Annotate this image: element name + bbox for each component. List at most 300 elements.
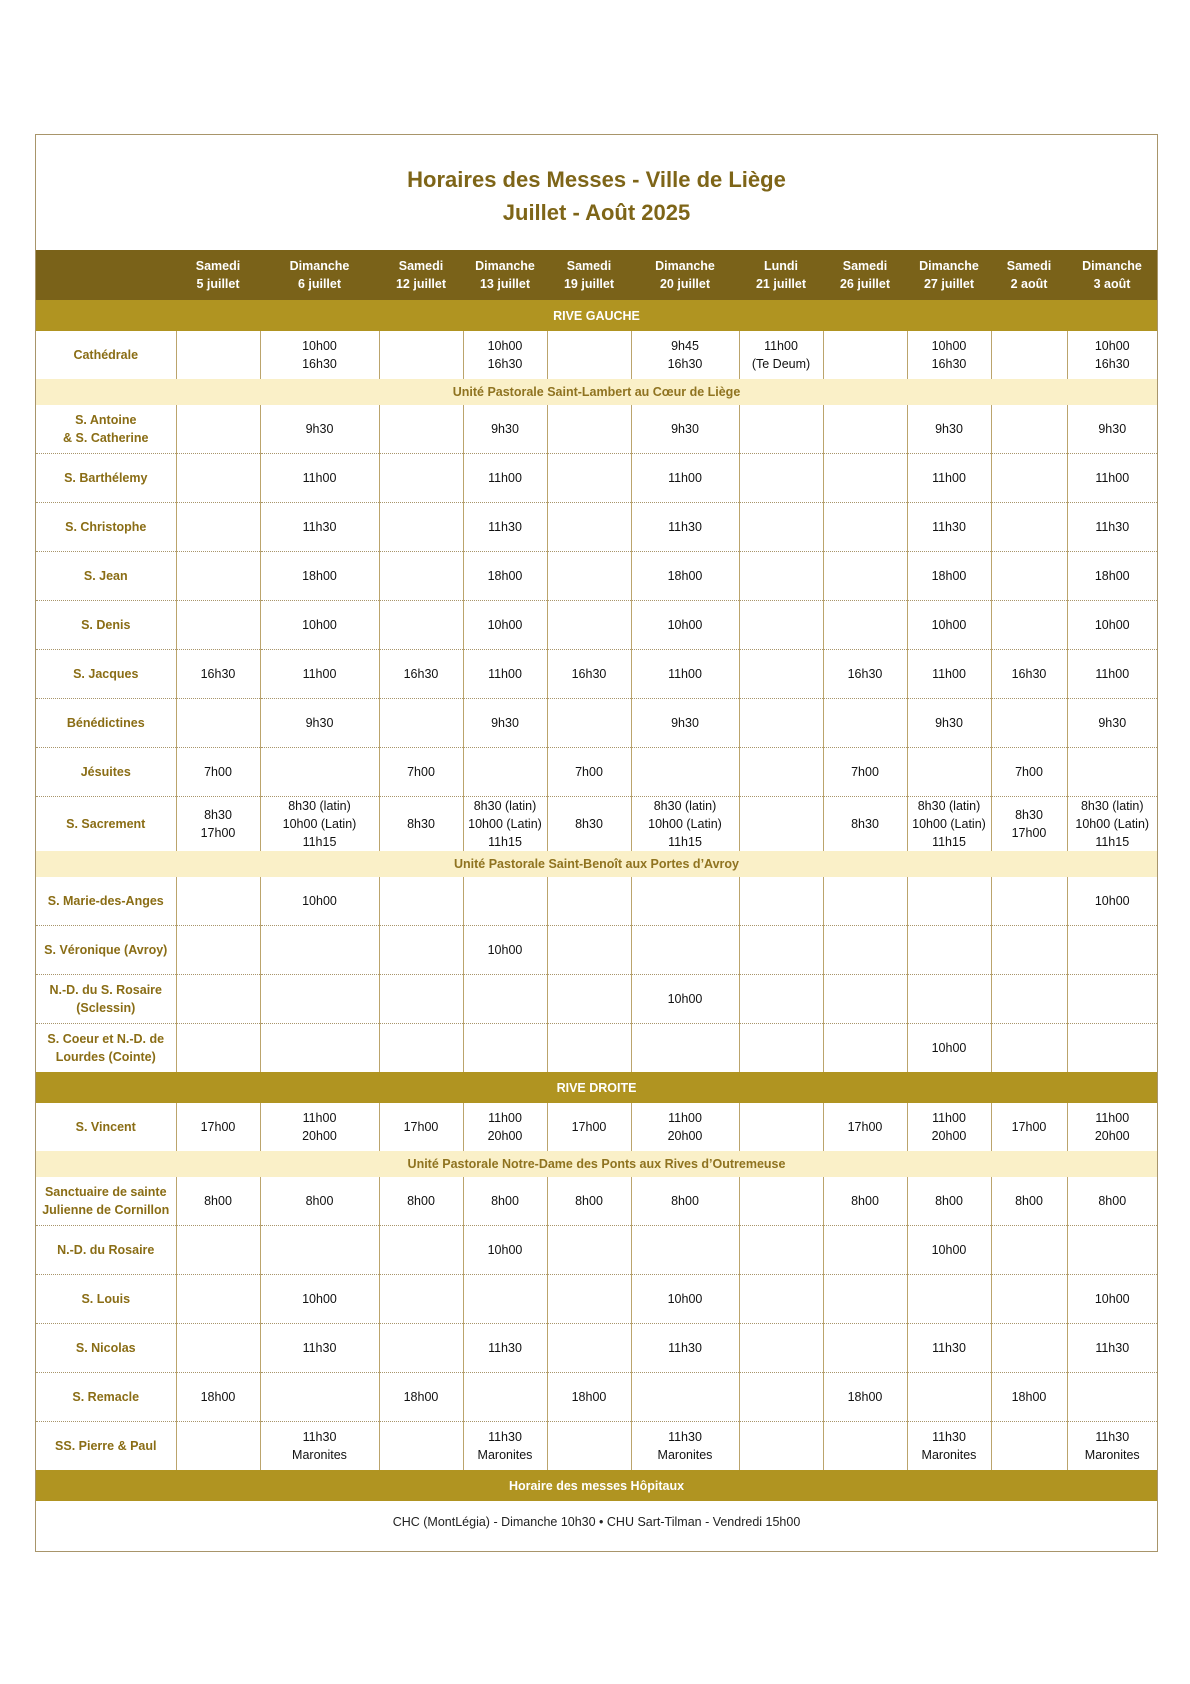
mass-time-cell <box>823 601 907 650</box>
mass-time-cell <box>823 877 907 926</box>
mass-time-cell: 11h30 Maronites <box>463 1422 547 1471</box>
mass-time-cell: 8h00 <box>379 1177 463 1226</box>
mass-time-cell <box>260 975 379 1024</box>
table-row <box>36 454 1157 503</box>
day-header: Samedi 19 juillet <box>547 250 631 300</box>
mass-time-cell <box>176 877 260 926</box>
mass-schedule-table <box>36 250 1157 1543</box>
mass-time-cell: 9h30 <box>260 405 379 454</box>
mass-time-cell <box>379 975 463 1024</box>
unit-row <box>36 851 1157 877</box>
mass-time-cell <box>176 926 260 975</box>
mass-time-cell <box>991 877 1067 926</box>
section-label: RIVE DROITE <box>36 1072 1157 1103</box>
mass-time-cell: 16h30 <box>547 650 631 699</box>
mass-time-cell: 10h00 16h30 <box>260 331 379 379</box>
mass-time-cell <box>823 552 907 601</box>
mass-time-cell: 18h00 <box>379 1373 463 1422</box>
mass-time-cell: 9h30 <box>463 405 547 454</box>
mass-time-cell: 7h00 <box>991 748 1067 797</box>
mass-time-cell <box>631 926 739 975</box>
church-name: Bénédictines <box>36 699 176 748</box>
mass-time-cell: 10h00 <box>260 601 379 650</box>
mass-time-cell <box>379 1422 463 1471</box>
mass-time-cell <box>823 1024 907 1073</box>
mass-time-cell <box>176 699 260 748</box>
church-name: S. Louis <box>36 1275 176 1324</box>
mass-time-cell <box>739 650 823 699</box>
mass-time-cell <box>176 331 260 379</box>
mass-time-cell <box>547 552 631 601</box>
mass-time-cell <box>991 405 1067 454</box>
mass-time-cell <box>907 1275 991 1324</box>
mass-time-cell <box>463 1275 547 1324</box>
day-header: Lundi 21 juillet <box>739 250 823 300</box>
mass-time-cell: 11h00 <box>260 650 379 699</box>
day-header: Dimanche 6 juillet <box>260 250 379 300</box>
mass-time-cell: 10h00 <box>907 1024 991 1073</box>
page-title <box>36 163 1157 229</box>
mass-time-cell <box>823 1275 907 1324</box>
mass-time-cell <box>823 503 907 552</box>
church-name: S. Denis <box>36 601 176 650</box>
mass-time-cell <box>739 1177 823 1226</box>
mass-time-cell: 11h30 <box>907 1324 991 1373</box>
title-line-1: Horaires des Messes - Ville de Liège <box>407 167 786 192</box>
church-name: S. Véronique (Avroy) <box>36 926 176 975</box>
mass-time-cell <box>823 926 907 975</box>
mass-time-cell: 18h00 <box>823 1373 907 1422</box>
mass-time-cell: 10h00 <box>463 601 547 650</box>
day-header: Dimanche 3 août <box>1067 250 1157 300</box>
table-row <box>36 503 1157 552</box>
table-row <box>36 552 1157 601</box>
mass-time-cell <box>823 699 907 748</box>
mass-time-cell <box>379 1324 463 1373</box>
table-row <box>36 748 1157 797</box>
mass-time-cell: 10h00 <box>1067 601 1157 650</box>
mass-time-cell <box>907 748 991 797</box>
mass-time-cell <box>823 1422 907 1471</box>
table-row <box>36 975 1157 1024</box>
mass-time-cell: 18h00 <box>1067 552 1157 601</box>
mass-time-cell <box>547 1422 631 1471</box>
mass-time-cell <box>1067 975 1157 1024</box>
mass-time-cell: 17h00 <box>991 1103 1067 1151</box>
mass-time-cell <box>991 601 1067 650</box>
mass-time-cell <box>260 748 379 797</box>
mass-time-cell <box>907 1373 991 1422</box>
schedule-frame <box>35 134 1158 1552</box>
mass-time-cell <box>631 1373 739 1422</box>
church-name: Cathédrale <box>73 348 139 362</box>
mass-time-cell <box>739 926 823 975</box>
mass-time-cell <box>991 1324 1067 1373</box>
mass-time-cell <box>907 926 991 975</box>
table-row <box>36 1103 1157 1151</box>
church-name: S. Christophe <box>36 503 176 552</box>
mass-time-cell <box>176 1226 260 1275</box>
mass-time-cell <box>907 877 991 926</box>
mass-time-cell: 10h00 16h30 <box>907 331 991 379</box>
table-row <box>36 1024 1157 1073</box>
mass-time-cell: 11h00 <box>1067 650 1157 699</box>
mass-time-cell <box>176 975 260 1024</box>
mass-time-cell <box>547 1275 631 1324</box>
mass-time-cell: 11h00 <box>631 454 739 503</box>
footer-row <box>36 1501 1157 1543</box>
mass-time-cell: 7h00 <box>379 748 463 797</box>
mass-time-cell <box>823 454 907 503</box>
mass-time-cell: 17h00 <box>823 1103 907 1151</box>
mass-time-cell <box>739 1103 823 1151</box>
mass-time-cell <box>379 877 463 926</box>
mass-time-cell: 18h00 <box>907 552 991 601</box>
mass-time-cell <box>991 1275 1067 1324</box>
mass-time-cell: 10h00 <box>463 926 547 975</box>
mass-time-cell: 11h00 <box>260 454 379 503</box>
table-row <box>36 699 1157 748</box>
mass-time-cell <box>739 552 823 601</box>
mass-time-cell: 11h00 <box>907 650 991 699</box>
mass-time-cell: 18h00 <box>176 1373 260 1422</box>
mass-time-cell <box>631 1226 739 1275</box>
mass-time-cell <box>1067 926 1157 975</box>
mass-time-cell: 11h00 20h00 <box>260 1103 379 1151</box>
mass-time-cell <box>547 926 631 975</box>
church-name: SS. Pierre & Paul <box>36 1422 176 1471</box>
table-row <box>36 877 1157 926</box>
section-row <box>36 1072 1157 1103</box>
mass-time-cell <box>991 1226 1067 1275</box>
mass-time-cell <box>547 331 631 379</box>
mass-time-cell: 10h00 <box>631 601 739 650</box>
mass-time-cell: 11h00 <box>907 454 991 503</box>
mass-time-cell: 10h00 <box>260 877 379 926</box>
mass-time-cell <box>739 1422 823 1471</box>
mass-time-cell: 8h00 <box>991 1177 1067 1226</box>
mass-time-cell: 8h00 <box>260 1177 379 1226</box>
church-name: S. Coeur et N.-D. de Lourdes (Cointe) <box>36 1024 176 1073</box>
mass-time-cell <box>176 503 260 552</box>
mass-time-cell: 11h00 20h00 <box>1067 1103 1157 1151</box>
church-name: Sanctuaire de sainte Julienne de Cornillon <box>42 1185 170 1217</box>
mass-time-cell: 7h00 <box>176 748 260 797</box>
mass-time-cell <box>463 1024 547 1073</box>
mass-time-cell: 7h00 <box>823 748 907 797</box>
church-name: S. Antoine & S. Catherine <box>63 413 149 445</box>
mass-time-cell <box>991 454 1067 503</box>
mass-time-cell: 8h00 <box>823 1177 907 1226</box>
mass-time-cell <box>547 1024 631 1073</box>
mass-time-cell <box>991 1024 1067 1073</box>
day-header: Dimanche 13 juillet <box>463 250 547 300</box>
mass-time-cell: 10h00 <box>260 1275 379 1324</box>
table-row <box>36 1373 1157 1422</box>
church-name: S. Remacle <box>36 1373 176 1422</box>
mass-time-cell: 11h30 <box>463 1324 547 1373</box>
mass-time-cell: 11h00 20h00 <box>463 1103 547 1151</box>
mass-time-cell <box>176 601 260 650</box>
title-line-2: Juillet - Août 2025 <box>502 200 691 225</box>
table-row <box>36 1275 1157 1324</box>
mass-time-cell: 8h30 <box>379 797 463 852</box>
mass-time-cell: 18h00 <box>547 1373 631 1422</box>
mass-time-cell <box>547 503 631 552</box>
mass-time-cell: 9h30 <box>260 699 379 748</box>
mass-time-cell: 10h00 <box>631 975 739 1024</box>
mass-time-cell: 11h00 <box>463 650 547 699</box>
unit-row <box>36 1151 1157 1177</box>
church-name: S. Vincent <box>75 1120 136 1134</box>
day-header: Samedi 26 juillet <box>823 250 907 300</box>
unit-row <box>36 379 1157 405</box>
mass-time-cell: 8h30 (latin) 10h00 (Latin) 11h15 <box>260 797 379 852</box>
mass-time-cell <box>176 405 260 454</box>
mass-time-cell <box>176 1324 260 1373</box>
mass-time-cell: 11h30 <box>1067 1324 1157 1373</box>
mass-time-cell <box>547 1226 631 1275</box>
day-header: Dimanche 27 juillet <box>907 250 991 300</box>
mass-time-cell <box>739 877 823 926</box>
mass-time-cell: 11h30 <box>260 1324 379 1373</box>
mass-time-cell <box>463 877 547 926</box>
mass-time-cell <box>1067 1373 1157 1422</box>
mass-time-cell: 10h00 16h30 <box>1067 331 1157 379</box>
mass-time-cell: 10h00 <box>907 1226 991 1275</box>
mass-time-cell: 9h30 <box>907 699 991 748</box>
mass-time-cell <box>991 503 1067 552</box>
mass-time-cell: 11h30 <box>907 503 991 552</box>
church-name: S. Jean <box>36 552 176 601</box>
church-name: N.-D. du Rosaire <box>36 1226 176 1275</box>
mass-time-cell: 11h30 <box>631 1324 739 1373</box>
table-row <box>36 1177 1157 1226</box>
church-name: S. Nicolas <box>36 1324 176 1373</box>
mass-time-cell: 8h30 17h00 <box>176 797 260 852</box>
mass-time-cell: 10h00 <box>1067 877 1157 926</box>
mass-time-cell: 8h00 <box>463 1177 547 1226</box>
mass-time-cell <box>379 699 463 748</box>
mass-time-cell <box>379 1275 463 1324</box>
mass-time-cell: 18h00 <box>463 552 547 601</box>
mass-time-cell: 11h30 <box>631 503 739 552</box>
mass-time-cell: 11h30 <box>260 503 379 552</box>
mass-time-cell <box>991 926 1067 975</box>
mass-time-cell: 8h00 <box>631 1177 739 1226</box>
mass-time-cell: 10h00 <box>907 601 991 650</box>
mass-time-cell <box>823 405 907 454</box>
mass-time-cell: 11h30 Maronites <box>907 1422 991 1471</box>
mass-time-cell <box>631 1024 739 1073</box>
day-header: Dimanche 20 juillet <box>631 250 739 300</box>
mass-time-cell: 9h30 <box>907 405 991 454</box>
mass-time-cell: 11h30 Maronites <box>260 1422 379 1471</box>
mass-time-cell <box>1067 1024 1157 1073</box>
church-name: S. Sacrement <box>36 797 176 852</box>
section-label: Horaire des messes Hôpitaux <box>36 1470 1157 1501</box>
mass-time-cell: 8h30 <box>823 797 907 852</box>
section-label: RIVE GAUCHE <box>36 300 1157 331</box>
mass-time-cell: 17h00 <box>547 1103 631 1151</box>
mass-time-cell: 18h00 <box>631 552 739 601</box>
church-name: S. Barthélemy <box>36 454 176 503</box>
mass-time-cell <box>739 454 823 503</box>
unit-label: Unité Pastorale Saint-Lambert au Cœur de Liège <box>36 379 1157 405</box>
day-header: Samedi 12 juillet <box>379 250 463 300</box>
mass-time-cell <box>739 1024 823 1073</box>
mass-time-cell: 8h30 (latin) 10h00 (Latin) 11h15 <box>907 797 991 852</box>
mass-time-cell <box>379 454 463 503</box>
mass-time-cell <box>739 1324 823 1373</box>
section-row <box>36 300 1157 331</box>
mass-time-cell <box>631 877 739 926</box>
mass-time-cell: 18h00 <box>260 552 379 601</box>
day-header: Samedi 5 juillet <box>176 250 260 300</box>
mass-time-cell: 11h00 20h00 <box>631 1103 739 1151</box>
mass-time-cell: 8h30 (latin) 10h00 (Latin) 11h15 <box>1067 797 1157 852</box>
mass-time-cell <box>823 975 907 1024</box>
mass-time-cell <box>176 1422 260 1471</box>
mass-time-cell <box>379 552 463 601</box>
table-row <box>36 331 1157 379</box>
mass-time-cell <box>379 1226 463 1275</box>
mass-time-cell: 7h00 <box>547 748 631 797</box>
mass-time-cell <box>739 975 823 1024</box>
table-row <box>36 601 1157 650</box>
mass-time-cell: 10h00 16h30 <box>463 331 547 379</box>
mass-time-cell: 18h00 <box>991 1373 1067 1422</box>
mass-time-cell <box>176 552 260 601</box>
mass-time-cell <box>907 975 991 1024</box>
section-row <box>36 1470 1157 1501</box>
mass-time-cell: 10h00 <box>463 1226 547 1275</box>
mass-time-cell <box>823 331 907 379</box>
mass-time-cell <box>739 797 823 852</box>
mass-time-cell <box>379 926 463 975</box>
mass-time-cell <box>1067 748 1157 797</box>
mass-time-cell <box>991 1422 1067 1471</box>
mass-time-cell <box>631 748 739 797</box>
mass-time-cell: 10h00 <box>631 1275 739 1324</box>
day-header: Samedi 2 août <box>991 250 1067 300</box>
mass-time-cell <box>1067 1226 1157 1275</box>
mass-time-cell <box>260 1226 379 1275</box>
mass-time-cell: 9h30 <box>1067 405 1157 454</box>
mass-time-cell: 11h30 <box>463 503 547 552</box>
church-name: Jésuites <box>36 748 176 797</box>
mass-time-cell: 11h00 <box>463 454 547 503</box>
mass-time-cell <box>176 1024 260 1073</box>
mass-time-cell <box>991 699 1067 748</box>
mass-time-cell <box>547 454 631 503</box>
mass-time-cell <box>260 1024 379 1073</box>
mass-time-cell <box>739 699 823 748</box>
mass-time-cell: 11h30 <box>1067 503 1157 552</box>
unit-label: Unité Pastorale Saint-Benoît aux Portes d’Avroy <box>36 851 1157 877</box>
mass-time-cell <box>176 454 260 503</box>
mass-time-cell: 17h00 <box>176 1103 260 1151</box>
mass-time-cell: 9h30 <box>1067 699 1157 748</box>
mass-time-cell <box>991 331 1067 379</box>
mass-time-cell <box>823 1226 907 1275</box>
mass-time-cell <box>379 405 463 454</box>
mass-time-cell <box>260 1373 379 1422</box>
mass-time-cell <box>547 975 631 1024</box>
mass-time-cell <box>739 1275 823 1324</box>
mass-time-cell: 8h00 <box>907 1177 991 1226</box>
corner-cell <box>36 250 176 300</box>
mass-time-cell <box>739 503 823 552</box>
mass-time-cell <box>739 1373 823 1422</box>
mass-time-cell <box>379 503 463 552</box>
mass-time-cell <box>991 975 1067 1024</box>
mass-time-cell <box>547 877 631 926</box>
church-name: N.-D. du S. Rosaire (Sclessin) <box>36 975 176 1024</box>
mass-time-cell: 17h00 <box>379 1103 463 1151</box>
mass-time-cell <box>463 748 547 797</box>
mass-time-cell <box>739 748 823 797</box>
mass-time-cell <box>739 601 823 650</box>
hospital-times: CHC (MontLégia) - Dimanche 10h30 • CHU Sart-Tilman - Vendredi 15h00 <box>392 1515 801 1529</box>
table-row <box>36 1422 1157 1471</box>
table-row <box>36 650 1157 699</box>
unit-label: Unité Pastorale Notre-Dame des Ponts aux Rives d’Outremeuse <box>36 1151 1157 1177</box>
mass-time-cell: 11h00 (Te Deum) <box>739 331 823 379</box>
church-name: S. Marie-des-Anges <box>47 894 164 908</box>
mass-time-cell: 11h00 20h00 <box>907 1103 991 1151</box>
mass-time-cell: 9h30 <box>463 699 547 748</box>
mass-time-cell: 11h00 <box>631 650 739 699</box>
mass-time-cell <box>739 405 823 454</box>
mass-time-cell: 16h30 <box>823 650 907 699</box>
mass-time-cell <box>739 1226 823 1275</box>
mass-time-cell: 11h00 <box>1067 454 1157 503</box>
mass-time-cell: 9h30 <box>631 405 739 454</box>
mass-time-cell: 11h30 Maronites <box>631 1422 739 1471</box>
mass-time-cell: 8h00 <box>547 1177 631 1226</box>
mass-time-cell <box>379 1024 463 1073</box>
table-row <box>36 926 1157 975</box>
mass-time-cell <box>547 1324 631 1373</box>
mass-time-cell: 9h30 <box>631 699 739 748</box>
mass-time-cell <box>176 1275 260 1324</box>
mass-time-cell <box>379 601 463 650</box>
church-name: S. Jacques <box>36 650 176 699</box>
day-header-row <box>36 250 1157 300</box>
table-row <box>36 1226 1157 1275</box>
mass-time-cell: 16h30 <box>379 650 463 699</box>
mass-time-cell: 8h30 <box>547 797 631 852</box>
mass-time-cell: 11h30 Maronites <box>1067 1422 1157 1471</box>
mass-time-cell <box>547 699 631 748</box>
mass-time-cell: 8h30 (latin) 10h00 (Latin) 11h15 <box>463 797 547 852</box>
mass-time-cell: 9h45 16h30 <box>631 331 739 379</box>
mass-time-cell <box>463 1373 547 1422</box>
mass-time-cell <box>991 552 1067 601</box>
mass-time-cell <box>379 331 463 379</box>
mass-time-cell <box>463 975 547 1024</box>
table-row <box>36 797 1157 852</box>
table-row <box>36 1324 1157 1373</box>
table-row <box>36 405 1157 454</box>
mass-time-cell: 8h30 (latin) 10h00 (Latin) 11h15 <box>631 797 739 852</box>
mass-time-cell <box>547 405 631 454</box>
mass-time-cell <box>260 926 379 975</box>
mass-time-cell: 8h30 17h00 <box>991 797 1067 852</box>
mass-time-cell: 8h00 <box>176 1177 260 1226</box>
mass-time-cell <box>823 1324 907 1373</box>
